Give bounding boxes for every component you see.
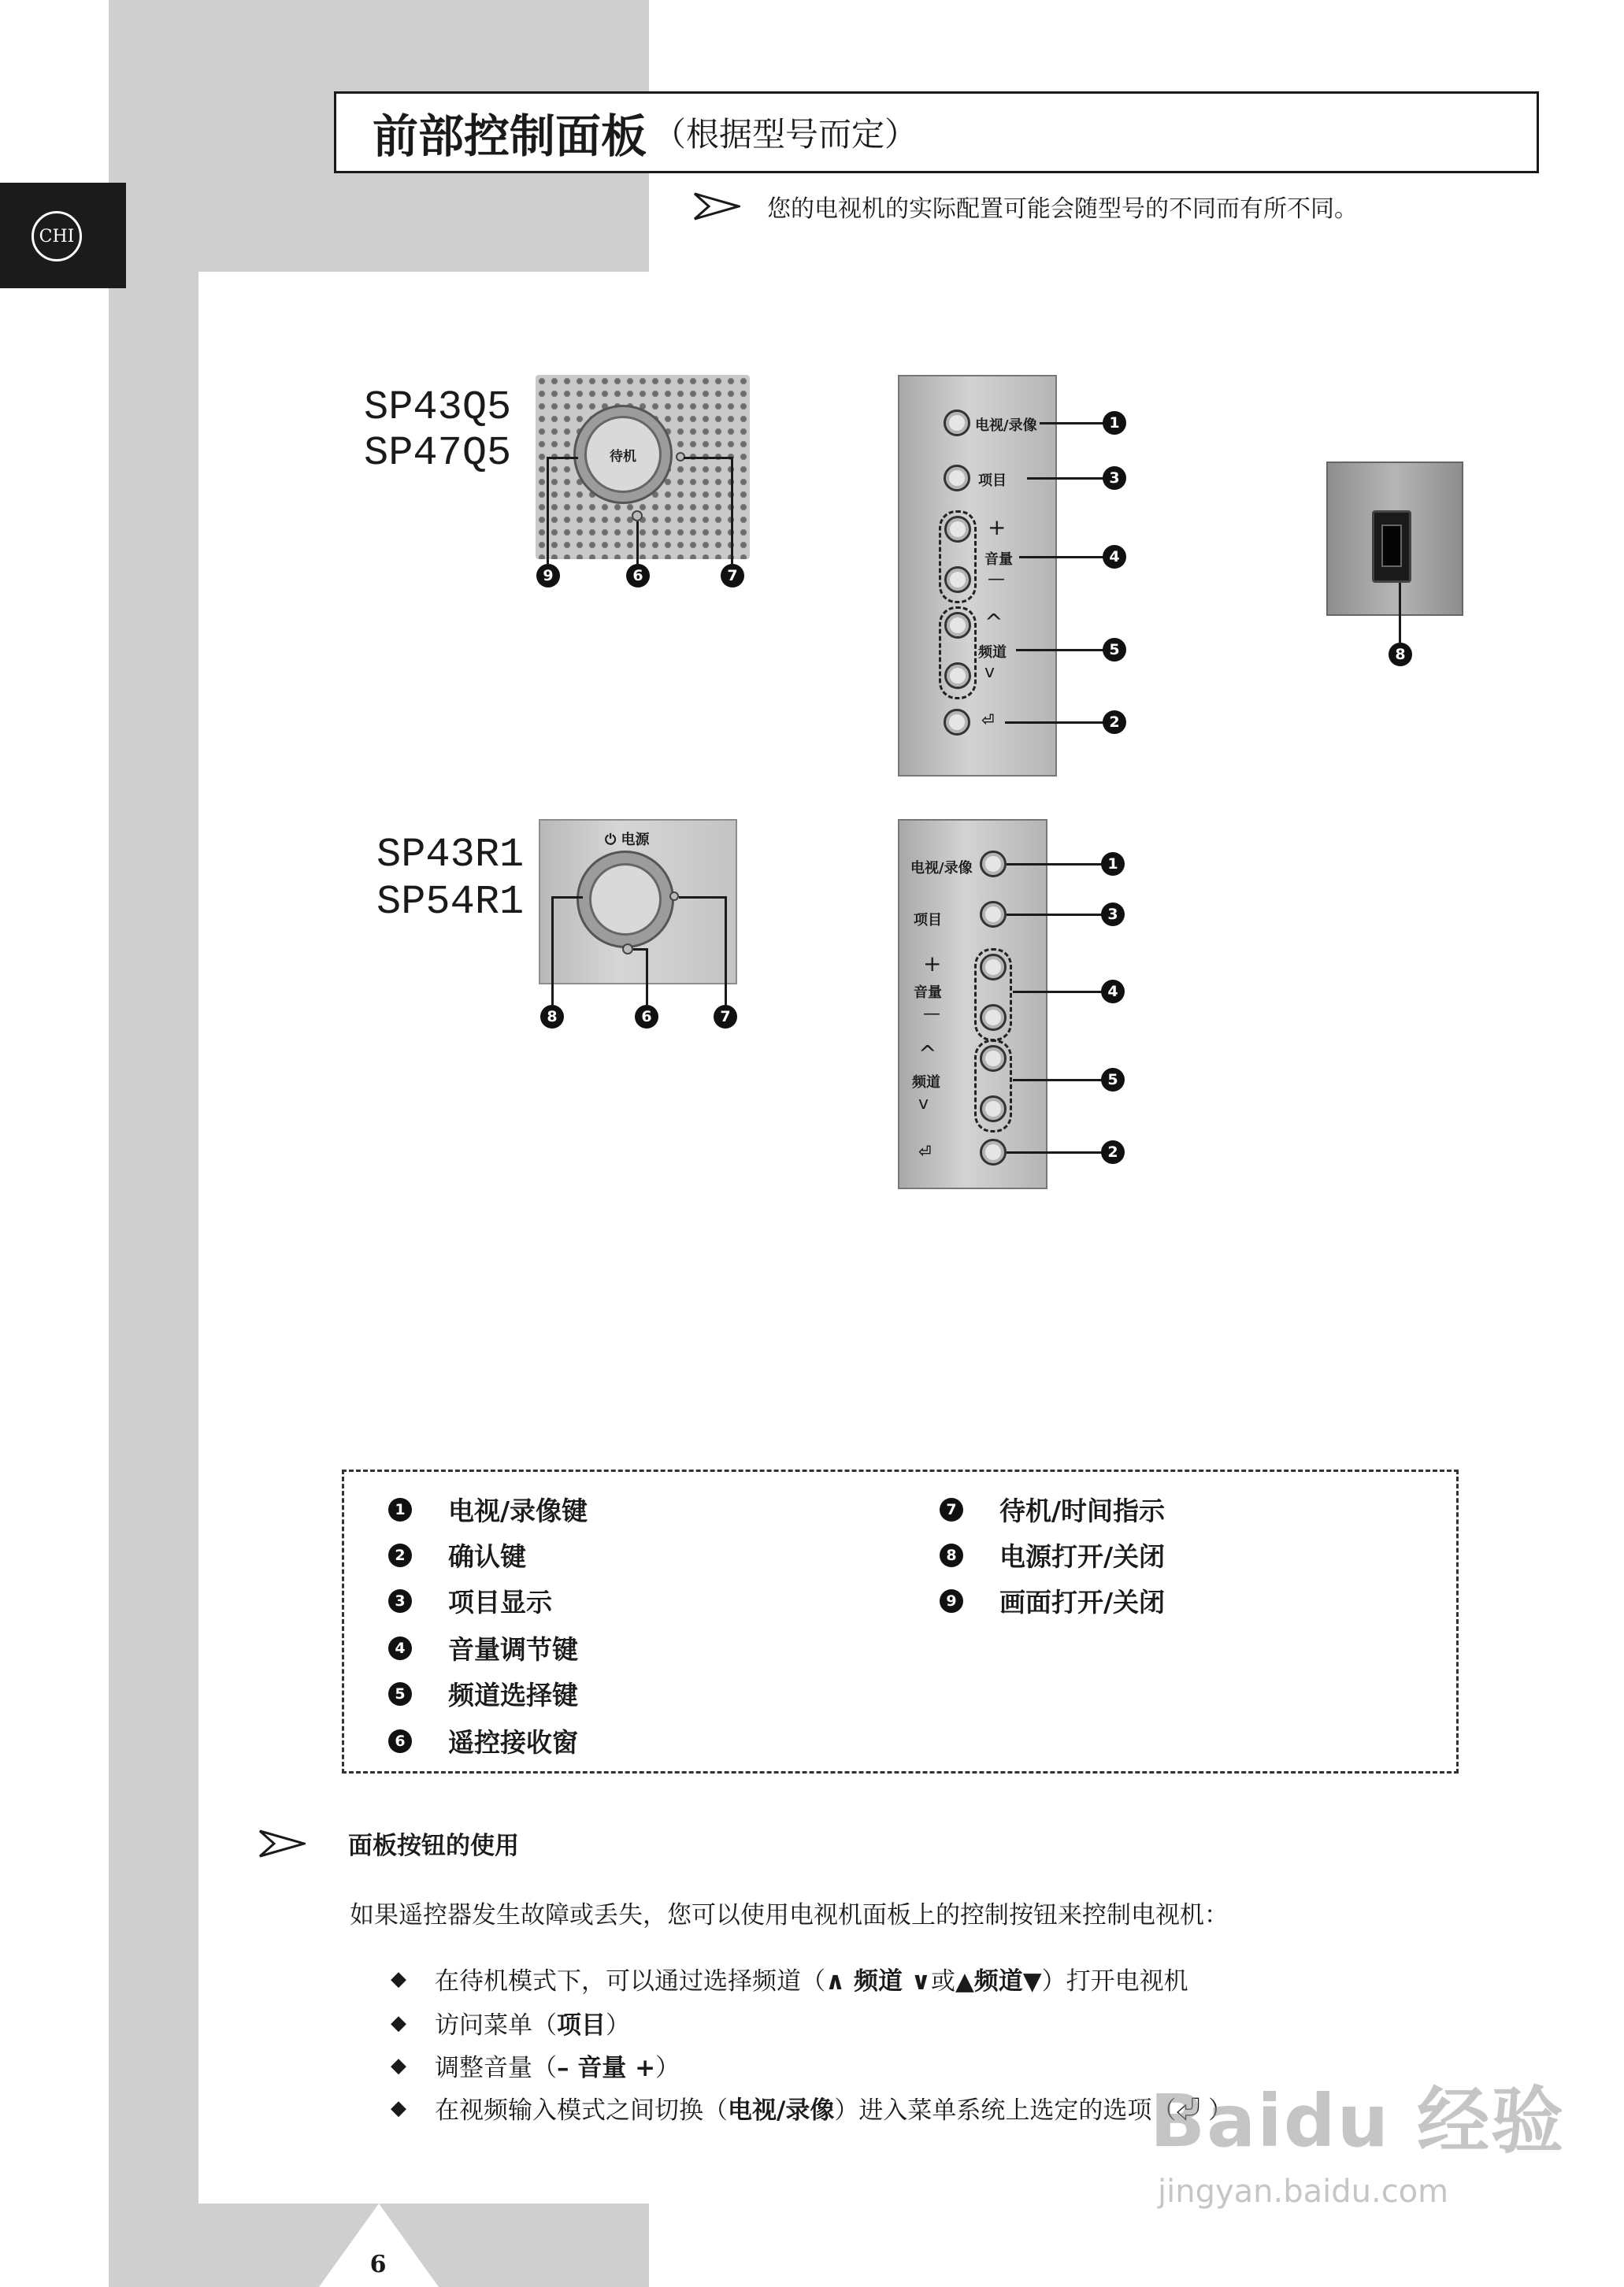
bullet-item [391, 2090, 1233, 2126]
bullet-text: 在视频输入模式之间切换（ [435, 2096, 728, 2125]
callout-number: 8 [1389, 643, 1412, 666]
callout-line [547, 457, 578, 459]
note-arrow-icon [693, 191, 740, 222]
legend-item [388, 1582, 552, 1619]
channel-up-button[interactable] [980, 1045, 1007, 1072]
tv-video-button[interactable] [980, 851, 1007, 877]
watermark [1150, 2063, 1565, 2210]
bullet-text: ）打开电视机 [1041, 1967, 1188, 1996]
rocker-face [1381, 524, 1402, 567]
minus-symbol: — [923, 1004, 940, 1024]
callout-line [679, 896, 726, 899]
callout-line [1016, 649, 1104, 651]
callout-line [1019, 556, 1104, 558]
callout-number: 6 [626, 564, 650, 588]
legend-item [388, 1722, 578, 1759]
callout-line [1040, 422, 1104, 424]
callout-line [1007, 914, 1103, 916]
plus-symbol: + [988, 514, 1007, 540]
up-symbol: ^ [918, 1040, 937, 1066]
bullet-bold: 项目 [557, 2011, 606, 2040]
side-band [109, 0, 198, 2287]
bullet-bold: – 音量 + [557, 2054, 656, 2082]
callout-line [1027, 477, 1104, 480]
callout-line [725, 896, 727, 1005]
down-symbol: v [918, 1094, 929, 1114]
callout-line [1013, 1079, 1103, 1081]
callout-number: 7 [721, 564, 744, 588]
enter-icon: ⏎ [918, 1142, 932, 1161]
callout-number: 3 [1103, 466, 1126, 490]
remote-sensor [632, 510, 643, 521]
channel-label: 频道 [978, 644, 1007, 661]
plus-symbol: + [923, 951, 942, 977]
callout-line [684, 457, 732, 459]
config-note-text: 您的电视机的实际配置可能会随型号的不同而有所不同。 [767, 195, 1358, 223]
bullet-text: ）进入菜单系统上选定的选项（⏎ ） [834, 2096, 1233, 2125]
down-symbol: v [984, 662, 996, 682]
callout-line [1399, 583, 1401, 643]
menu-label: 项目 [914, 912, 942, 929]
callout-line [551, 896, 554, 1005]
standby-indicator [669, 891, 679, 901]
menu-label: 项目 [978, 473, 1007, 489]
legend-number: 1 [388, 1498, 412, 1522]
callout-number: 6 [635, 1005, 658, 1029]
model-label: SP47Q5 [364, 430, 512, 476]
legend-text: 确认键 [448, 1541, 526, 1572]
volume-up-button[interactable] [944, 516, 971, 543]
legend-number: 4 [388, 1636, 412, 1660]
model-label: SP54R1 [376, 879, 525, 925]
bullet-text: 在待机模式下，可以通过选择频道（ [435, 1967, 825, 1996]
bullet-icon: ◆ [391, 2011, 406, 2035]
usage-section-header [258, 1826, 519, 1861]
legend-item [388, 1675, 578, 1712]
bullet-icon: ◆ [391, 2096, 406, 2120]
legend-number: 3 [388, 1589, 412, 1613]
channel-down-button[interactable] [980, 1095, 1007, 1122]
enter-button[interactable] [944, 709, 970, 736]
legend-text: 遥控接收窗 [448, 1727, 578, 1758]
remote-sensor [622, 943, 633, 954]
model-label: SP43R1 [376, 832, 525, 878]
bullet-item [391, 1961, 1188, 1996]
power-icon: ⏻ [605, 832, 617, 848]
page-number: 6 [369, 2251, 387, 2278]
volume-label: 音量 [984, 551, 1013, 568]
section-title: 面板按钮的使用 [348, 1832, 519, 1860]
callout-number: 5 [1101, 1068, 1125, 1092]
channel-down-button[interactable] [944, 662, 971, 689]
channel-up-button[interactable] [944, 612, 971, 639]
volume-down-button[interactable] [980, 1004, 1007, 1031]
channel-label: 频道 [912, 1074, 940, 1091]
callout-number: 4 [1103, 545, 1126, 569]
legend-item [388, 1629, 578, 1666]
power-label [605, 828, 650, 849]
callout-line [1007, 863, 1103, 866]
callout-number: 2 [1101, 1140, 1125, 1164]
legend-item [388, 1491, 588, 1528]
language-tab-label: CHI [32, 211, 82, 261]
bullet-icon: ◆ [391, 1966, 406, 1991]
standby-button[interactable]: 待机 [584, 416, 662, 493]
callout-number: 3 [1101, 903, 1125, 926]
legend-item [940, 1491, 1165, 1528]
legend-text: 音量调节键 [448, 1634, 578, 1665]
legend-box [342, 1470, 1459, 1774]
legend-item [940, 1582, 1165, 1619]
legend-text: 电源打开/关闭 [999, 1541, 1166, 1572]
section-arrow-icon [258, 1828, 306, 1859]
callout-line [646, 948, 648, 1005]
page-title: 前部控制面板 [373, 109, 647, 163]
legend-text: 电视/录像键 [448, 1496, 588, 1526]
config-note [693, 189, 1358, 224]
watermark-brand: Baidu 经验 [1150, 2079, 1566, 2163]
callout-number: 8 [540, 1005, 564, 1029]
section-intro: 如果遥控器发生故障或丢失，您可以使用电视机面板上的控制按钮来控制电视机： [350, 1901, 1229, 1929]
up-symbol: ^ [984, 609, 1003, 635]
callout-line [636, 521, 639, 564]
bullet-item [391, 2005, 630, 2041]
callout-number: 4 [1101, 980, 1125, 1003]
bullet-text: 或 [930, 1967, 955, 1996]
callout-number: 1 [1103, 411, 1126, 435]
volume-down-button[interactable] [944, 566, 971, 593]
callout-line [547, 457, 549, 564]
power-button[interactable] [589, 863, 662, 936]
callout-line [731, 457, 733, 564]
bullet-item [391, 2048, 680, 2083]
callout-number: 9 [536, 564, 560, 588]
minus-symbol: — [988, 569, 1005, 589]
enter-button[interactable] [980, 1139, 1007, 1166]
bullet-text: 调整音量（ [435, 2054, 557, 2082]
callout-number: 1 [1101, 852, 1125, 876]
bullet-bold: ▲频道▼ [955, 1967, 1042, 1996]
page-subtitle: （根据型号而定） [653, 115, 918, 154]
callout-line [1007, 1151, 1103, 1154]
bullet-text: ） [606, 2011, 630, 2040]
menu-button[interactable] [944, 465, 970, 491]
legend-number: 8 [940, 1544, 963, 1567]
legend-number: 9 [940, 1589, 963, 1613]
menu-button[interactable] [980, 901, 1007, 928]
volume-up-button[interactable] [980, 954, 1007, 980]
legend-number: 6 [388, 1729, 412, 1753]
callout-line [1013, 991, 1103, 993]
side-control-strip-q5 [898, 375, 1057, 777]
page-title-box [334, 91, 1539, 173]
callout-line [551, 896, 583, 899]
legend-text: 频道选择键 [448, 1680, 578, 1711]
tv-video-button[interactable] [944, 410, 970, 436]
power-label-text: 电源 [621, 832, 650, 848]
bullet-text: ） [655, 2054, 680, 2082]
legend-number: 7 [940, 1498, 963, 1522]
tv-video-label: 电视/录像 [975, 417, 1037, 434]
volume-label: 音量 [914, 984, 942, 1001]
legend-number: 5 [388, 1682, 412, 1706]
tv-video-label: 电视/录像 [910, 860, 973, 877]
model-label: SP43Q5 [364, 384, 512, 431]
bullet-icon: ◆ [391, 2053, 406, 2078]
callout-number: 2 [1103, 710, 1126, 734]
callout-number: 7 [714, 1005, 737, 1029]
legend-item [388, 1536, 526, 1573]
legend-text: 待机/时间指示 [999, 1496, 1166, 1526]
legend-text: 项目显示 [448, 1587, 552, 1618]
legend-text: 画面打开/关闭 [999, 1587, 1166, 1618]
watermark-url: jingyan.baidu.com [1158, 2174, 1449, 2210]
callout-line [1005, 721, 1104, 724]
bullet-bold: ∧ 频道 ∨ [825, 1967, 931, 1996]
enter-icon: ⏎ [981, 710, 995, 729]
legend-number: 2 [388, 1544, 412, 1567]
bullet-bold: 电视/录像 [728, 2096, 835, 2125]
legend-item [940, 1536, 1165, 1573]
callout-number: 5 [1103, 638, 1126, 662]
bullet-text: 访问菜单（ [435, 2011, 557, 2040]
